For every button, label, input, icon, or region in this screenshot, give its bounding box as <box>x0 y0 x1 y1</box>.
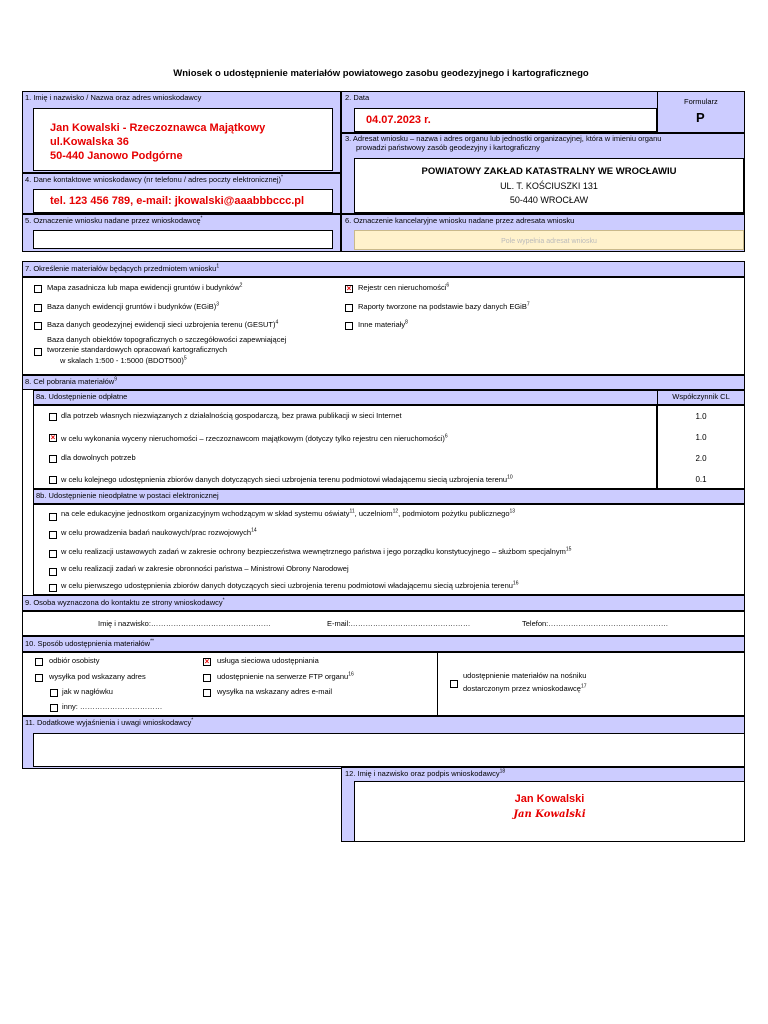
applicant-ref-field[interactable] <box>33 230 333 249</box>
paid-any-needs-coef: 2.0 <box>695 454 707 463</box>
paid-network-next-text: w celu kolejnego udostępnienia zbiorów danych dotyczących sieci uzbrojenia terenu podmiotowi władającemu siecią uzbrojenia terenu <box>61 475 508 484</box>
materials-label <box>25 264 219 274</box>
section-8-header <box>22 375 745 390</box>
remarks-label <box>25 718 193 728</box>
material-reports-label <box>358 302 530 312</box>
material-reports-text: Raporty tworzone na podstawie bazy danych EGiB <box>358 302 527 311</box>
paid-label: 8a. Udostępnienie odpłatne <box>36 392 128 401</box>
free-education-text-2: , uczelniom <box>354 509 393 518</box>
section-8a-header <box>33 390 745 405</box>
delivery-as-header-checkbox[interactable] <box>50 689 58 697</box>
remarks-label-sup: * <box>191 717 194 724</box>
material-gesut-label <box>47 320 278 330</box>
material-bdot-line-3-text: w skalach 1:500 - 1:5000 (BDOT500) <box>60 356 184 365</box>
signature-label-sup: 18 <box>499 768 506 775</box>
delivery-label-sup: ** <box>150 638 154 645</box>
material-price-register-sup: 6 <box>446 282 450 289</box>
date-value: 04.07.2023 r. <box>366 114 431 126</box>
contact-person-name[interactable]: Imię i nazwisko:………………………………………… <box>98 619 271 628</box>
paid-any-needs-checkbox[interactable] <box>49 455 57 463</box>
material-egib-text: Baza danych ewidencji gruntów i budynków (EGiB) <box>47 302 217 311</box>
delivery-email-label: wysyłka na wskazany adres e-mail <box>217 687 333 696</box>
delivery-as-header-label: jak w nagłówku <box>62 687 113 696</box>
paid-network-next-coef: 0.1 <box>695 475 707 484</box>
paid-network-next-checkbox[interactable] <box>49 476 57 484</box>
delivery-medium-checkbox[interactable] <box>450 680 458 688</box>
material-price-register-checkbox[interactable]: × <box>346 285 352 293</box>
material-map-sup: 2 <box>239 282 243 289</box>
delivery-divider <box>437 652 438 716</box>
free-label: 8b. Udostępnienie nieodpłatne w postaci elektronicznej <box>36 491 219 500</box>
free-security-sup: 15 <box>565 546 572 553</box>
materials-label-text: 7. Określenie materiałów będących przedmiotem wniosku <box>25 264 217 273</box>
paid-valuation-text: w celu wykonania wyceny nieruchomości – rzeczoznawcom majątkowym (dotyczy tylko rejestru cen nieruchomości) <box>61 434 445 443</box>
material-reports-sup: 7 <box>526 301 530 308</box>
delivery-ftp-checkbox[interactable] <box>203 674 211 682</box>
delivery-mail-checkbox[interactable] <box>35 674 43 682</box>
applicant-line-2: ul.Kowalska 36 <box>50 136 129 148</box>
free-defence-checkbox[interactable] <box>49 568 57 576</box>
applicant-ref-label <box>25 216 202 226</box>
free-network-first-label <box>61 581 518 591</box>
material-map-checkbox[interactable] <box>34 285 42 293</box>
date-label: 2. Data <box>345 93 370 102</box>
paid-valuation-coef: 1.0 <box>695 433 707 442</box>
free-security-label <box>61 547 571 557</box>
free-education-sup-3: 13 <box>509 508 516 515</box>
free-network-first-sup: 16 <box>512 580 519 587</box>
contact-value: tel. 123 456 789, e-mail: jkowalski@aaabbbccc.pl <box>50 195 305 207</box>
free-education-text-3: , podmiotom pożytku publicznego <box>398 509 510 518</box>
material-reports-checkbox[interactable] <box>345 304 353 312</box>
free-education-checkbox[interactable] <box>49 513 57 521</box>
paid-any-needs-label: dla dowolnych potrzeb <box>61 453 136 462</box>
material-egib-checkbox[interactable] <box>34 304 42 312</box>
addressee-street: UL. T. KOŚCIUSZKI 131 <box>500 181 598 191</box>
form-code-label: Formularz <box>684 97 718 106</box>
contact-person-phone[interactable]: Telefon:………………………………………… <box>522 619 669 628</box>
material-map-text: Mapa zasadnicza lub mapa ewidencji gruntów i budynków <box>47 283 240 292</box>
free-network-first-text: w celu pierwszego udostępnienia zbiorów danych dotyczących sieci uzbrojenia terenu podmiotowi władającemu siecią uzbrojenia terenu <box>61 581 513 590</box>
signature-name: Jan Kowalski <box>514 793 585 805</box>
delivery-mail-label: wysyłka pod wskazany adres <box>49 672 146 681</box>
material-gesut-sup: 4 <box>275 319 279 326</box>
applicant-ref-label-text: 5. Oznaczenie wniosku nadane przez wnioskodawcę <box>25 216 201 225</box>
delivery-other-label: inny: …………………………… <box>62 702 163 711</box>
delivery-medium-sup: 17 <box>580 683 587 690</box>
free-education-sup: 11 <box>349 508 355 515</box>
free-research-checkbox[interactable] <box>49 531 57 539</box>
signature-label <box>345 769 505 779</box>
delivery-medium-line-2-text: dostarczonym przez wnioskodawcę <box>463 684 581 693</box>
material-bdot-line-1: Baza danych obiektów topograficznych o szczegółowości zapewniającej <box>47 335 287 344</box>
remarks-field[interactable] <box>33 733 745 767</box>
material-bdot-line-2: tworzenie standardowych opracowań kartograficznych <box>47 345 228 354</box>
paid-valuation-checkbox[interactable]: × <box>50 434 56 442</box>
free-research-text: w celu prowadzenia badań naukowych/prac rozwojowych <box>61 528 252 537</box>
contact-person-label-text: 9. Osoba wyznaczona do kontaktu ze strony wnioskodawcy <box>25 598 223 607</box>
material-bdot-checkbox[interactable] <box>34 348 42 356</box>
office-ref-placeholder: Pole wypełnia adresat wniosku <box>501 238 597 245</box>
paid-network-next-label <box>61 475 513 485</box>
addressee-city: 50-440 WROCŁAW <box>509 195 589 205</box>
delivery-label <box>25 639 154 649</box>
form-code-value: P <box>696 110 705 125</box>
paid-own-needs-coef: 1.0 <box>695 412 707 421</box>
remarks-label-text: 11. Dodatkowe wyjaśnienia i uwagi wnioskodawcy <box>25 718 192 727</box>
free-network-first-checkbox[interactable] <box>49 584 57 592</box>
paid-own-needs-checkbox[interactable] <box>49 413 57 421</box>
delivery-medium-line-2 <box>463 684 587 694</box>
free-research-label <box>61 528 257 538</box>
paid-network-next-sup: 10 <box>507 474 513 481</box>
contact-label-sup: * <box>280 174 283 181</box>
delivery-ftp-label <box>217 672 354 682</box>
purpose-label-sup: 9 <box>114 376 117 383</box>
free-security-checkbox[interactable] <box>49 550 57 558</box>
material-egib-sup: 3 <box>216 301 220 308</box>
addressee-name: POWIATOWY ZAKŁAD KATASTRALNY WE WROCŁAWIU <box>421 166 677 177</box>
material-other-checkbox[interactable] <box>345 322 353 330</box>
material-other-sup: 8 <box>405 319 408 326</box>
purpose-label-text: 8. Cel pobrania materiałów <box>25 377 115 386</box>
form-title: Wniosek o udostępnienie materiałów powiatowego zasobu geodezyjnego i kartograficznego <box>173 68 589 79</box>
materials-label-sup: 1 <box>216 263 220 270</box>
coef-header: Współczynnik CL <box>672 392 730 401</box>
paid-valuation-sup: 6 <box>444 433 448 440</box>
material-other-text: Inne materiały <box>358 320 406 329</box>
material-gesut-text: Baza danych geodezyjnej ewidencji sieci uzbrojenia terenu (GESUT) <box>47 320 276 329</box>
purpose-label <box>25 377 117 387</box>
delivery-pickup-checkbox[interactable] <box>35 658 43 666</box>
material-price-register-label <box>358 283 449 293</box>
section-8b-left-edge <box>22 375 23 595</box>
form-code-divider <box>657 91 658 133</box>
delivery-medium-line-1: udostępnienie materiałów na nośniku <box>463 671 587 680</box>
material-egib-label <box>47 302 219 312</box>
delivery-pickup-label: odbiór osobisty <box>49 656 100 665</box>
paid-own-needs-label: dla potrzeb własnych niezwiązanych z działalnością gospodarczą, bez prawa publikacji w sieci Internet <box>61 411 402 420</box>
contact-label-text: 4. Dane kontaktowe wnioskodawcy (nr telefonu / adres poczty elektronicznej) <box>25 175 281 184</box>
addressee-label-2: prowadzi państwowy zasób geodezyjny i kartograficzny <box>356 143 540 152</box>
material-bdot-sup: 5 <box>183 355 187 362</box>
free-security-text: w celu realizacji ustawowych zadań w zakresie ochrony bezpieczeństwa wewnętrznego państwa i jego porządku konstytucyjnego – służbom specjalnym <box>61 547 566 556</box>
signature-label-text: 12. Imię i nazwisko oraz podpis wnioskodawcy <box>345 769 500 778</box>
material-other-label <box>358 320 408 330</box>
office-ref-label: 6. Oznaczenie kancelaryjne wniosku nadane przez adresata wniosku <box>345 216 575 225</box>
free-education-label <box>61 509 515 519</box>
free-education-sup-2: 12 <box>392 508 399 515</box>
applicant-line-1: Jan Kowalski - Rzeczoznawca Majątkowy <box>50 122 266 134</box>
addressee-label-1: 3. Adresat wniosku – nazwa i adres organu lub jednostki organizacyjnej, która w imieniu organu <box>345 134 662 143</box>
signature-handwritten: Jan Kowalski <box>513 809 586 820</box>
free-defence-label: w celu realizacji zadań w zakresie obronności państwa – Ministrowi Obrony Narodowej <box>61 564 349 573</box>
material-price-register-text: Rejestr cen nieruchomości <box>358 283 447 292</box>
contact-person-label <box>25 598 225 608</box>
delivery-network-label: usługa sieciowa udostępniania <box>217 656 319 665</box>
free-research-sup: 14 <box>251 527 257 534</box>
delivery-other-checkbox[interactable] <box>50 704 58 712</box>
delivery-network-checkbox[interactable]: × <box>204 658 210 666</box>
applicant-line-3: 50-440 Janowo Podgórne <box>50 150 183 162</box>
delivery-ftp-sup: 16 <box>348 671 354 678</box>
applicant-ref-label-sup: * <box>200 215 203 222</box>
material-map-label <box>47 283 242 293</box>
contact-label <box>25 175 283 185</box>
material-gesut-checkbox[interactable] <box>34 322 42 330</box>
delivery-ftp-text: udostępnienie na serwerze FTP organu <box>217 672 349 681</box>
delivery-label-text: 10. Sposób udostępnienia materiałów <box>25 639 151 648</box>
free-education-text: na cele edukacyjne jednostkom organizacyjnym wchodzącym w skład systemu oświaty <box>61 509 350 518</box>
applicant-label: 1. Imię i nazwisko / Nazwa oraz adres wnioskodawcy <box>25 93 202 102</box>
material-bdot-line-3 <box>60 356 187 366</box>
contact-person-label-sup: * <box>222 597 225 604</box>
delivery-email-checkbox[interactable] <box>203 689 211 697</box>
paid-valuation-label <box>61 434 448 444</box>
contact-person-email[interactable]: E-mail:………………………………………… <box>327 619 471 628</box>
